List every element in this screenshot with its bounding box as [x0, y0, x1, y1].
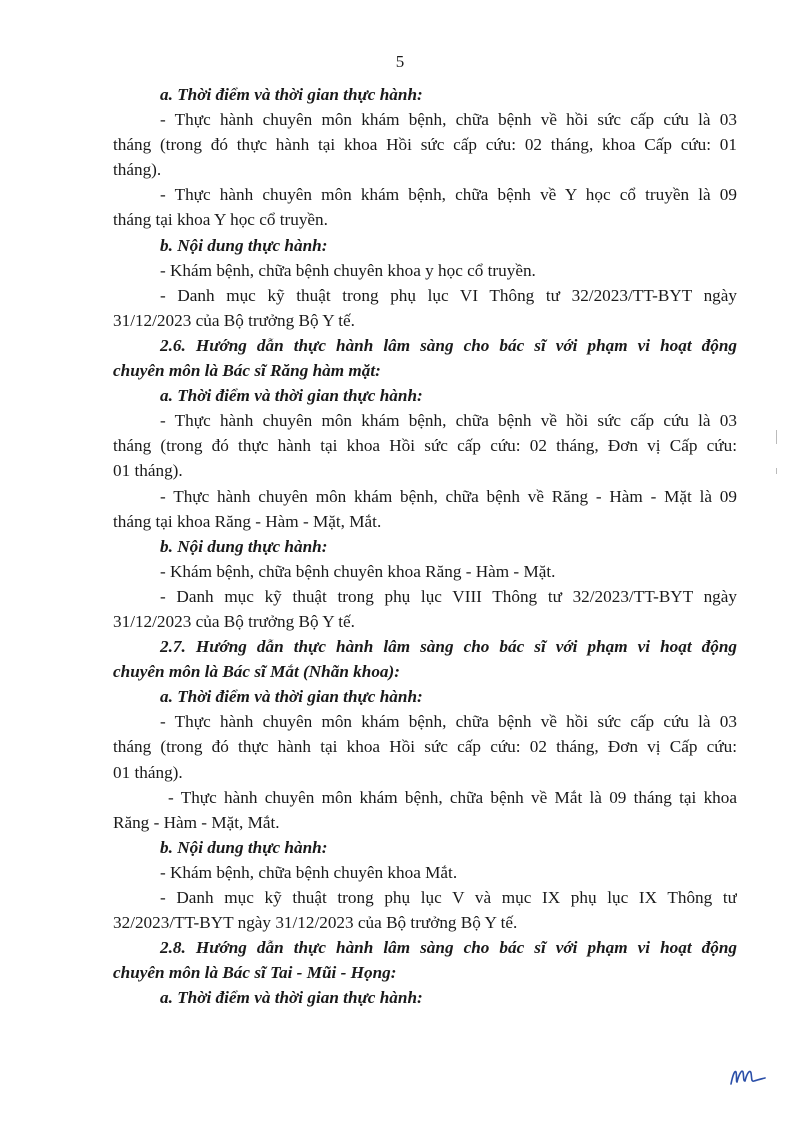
- paragraph-line: - Thực hành chuyên môn khám bệnh, chữa bệnh về Răng - Hàm - Mặt là 09: [160, 486, 737, 506]
- paragraph-line: - Thực hành chuyên môn khám bệnh, chữa bệnh về Y học cổ truyền là 09: [160, 185, 737, 205]
- section-heading-line: a. Thời điểm và thời gian thực hành:: [160, 988, 423, 1008]
- paragraph-line: 31/12/2023 của Bộ trưởng Bộ Y tế.: [113, 611, 355, 631]
- paragraph-line: tháng).: [113, 160, 162, 180]
- page-number: 5: [395, 52, 405, 71]
- paragraph-line: - Thực hành chuyên môn khám bệnh, chữa bệnh về Mắt là 09 tháng tại khoa: [168, 787, 737, 807]
- paragraph-line: - Khám bệnh, chữa bệnh chuyên khoa Mắt.: [160, 862, 458, 882]
- paragraph-line: - Danh mục kỹ thuật trong phụ lục VI Thông tư 32/2023/TT-BYT ngày: [160, 285, 737, 305]
- paragraph-line: 01 tháng).: [113, 762, 183, 782]
- paragraph-line: 31/12/2023 của Bộ trưởng Bộ Y tế.: [113, 310, 355, 330]
- section-heading-line: 2.7. Hướng dẫn thực hành lâm sàng cho bác sĩ với phạm vi hoạt động: [160, 637, 737, 657]
- section-heading-line: 2.6. Hướng dẫn thực hành lâm sàng cho bác sĩ với phạm vi hoạt động: [160, 335, 737, 355]
- scan-artifact: [776, 430, 777, 444]
- paragraph-line: tháng tại khoa Y học cổ truyền.: [113, 210, 328, 230]
- section-heading-line: chuyên môn là Bác sĩ Răng hàm mặt:: [113, 361, 381, 381]
- paragraph-line: - Khám bệnh, chữa bệnh chuyên khoa Răng - Hàm - Mặt.: [160, 561, 556, 581]
- section-heading-line: chuyên môn là Bác sĩ Mắt (Nhãn khoa):: [113, 662, 400, 682]
- section-heading-line: b. Nội dung thực hành:: [160, 235, 328, 255]
- document-body: [113, 82, 737, 1010]
- paragraph-line: - Danh mục kỹ thuật trong phụ lục V và mục IX phụ lục IX Thông tư: [160, 888, 737, 907]
- paragraph-line: tháng (trong đó thực hành tại khoa Hồi sức cấp cứu: 02 tháng, khoa Cấp cứu: 01: [113, 135, 737, 155]
- section-heading-line: a. Thời điểm và thời gian thực hành:: [160, 85, 423, 104]
- paragraph-line: 32/2023/TT-BYT ngày 31/12/2023 của Bộ trưởng Bộ Y tế.: [113, 913, 518, 933]
- paragraph-line: 01 tháng).: [113, 461, 183, 481]
- section-heading-line: a. Thời điểm và thời gian thực hành:: [160, 687, 423, 707]
- paragraph-line: - Thực hành chuyên môn khám bệnh, chữa bệnh về hồi sức cấp cứu là 03: [160, 110, 737, 130]
- section-heading-line: chuyên môn là Bác sĩ Tai - Mũi - Họng:: [113, 963, 397, 983]
- handwritten-initials: [728, 1060, 768, 1090]
- paragraph-line: tháng (trong đó thực hành tại khoa Hồi sức cấp cứu: 02 tháng, Đơn vị Cấp cứu:: [113, 436, 737, 456]
- paragraph-line: - Thực hành chuyên môn khám bệnh, chữa bệnh về hồi sức cấp cứu là 03: [160, 712, 737, 732]
- paragraph-line: Răng - Hàm - Mặt, Mắt.: [113, 812, 280, 832]
- paragraph-line: tháng (trong đó thực hành tại khoa Hồi sức cấp cứu: 02 tháng, Đơn vị Cấp cứu:: [113, 737, 737, 757]
- scan-artifact: [776, 468, 777, 474]
- section-heading-line: b. Nội dung thực hành:: [160, 837, 328, 857]
- section-heading-line: a. Thời điểm và thời gian thực hành:: [160, 386, 423, 406]
- paragraph-line: - Thực hành chuyên môn khám bệnh, chữa bệnh về hồi sức cấp cứu là 03: [160, 411, 737, 431]
- section-heading-line: b. Nội dung thực hành:: [160, 536, 328, 556]
- paragraph-line: - Khám bệnh, chữa bệnh chuyên khoa y học cổ truyền.: [160, 260, 536, 280]
- paragraph-line: tháng tại khoa Răng - Hàm - Mặt, Mắt.: [113, 511, 382, 531]
- paragraph-line: - Danh mục kỹ thuật trong phụ lục VIII Thông tư 32/2023/TT-BYT ngày: [160, 586, 737, 606]
- section-heading-line: 2.8. Hướng dẫn thực hành lâm sàng cho bác sĩ với phạm vi hoạt động: [160, 938, 737, 958]
